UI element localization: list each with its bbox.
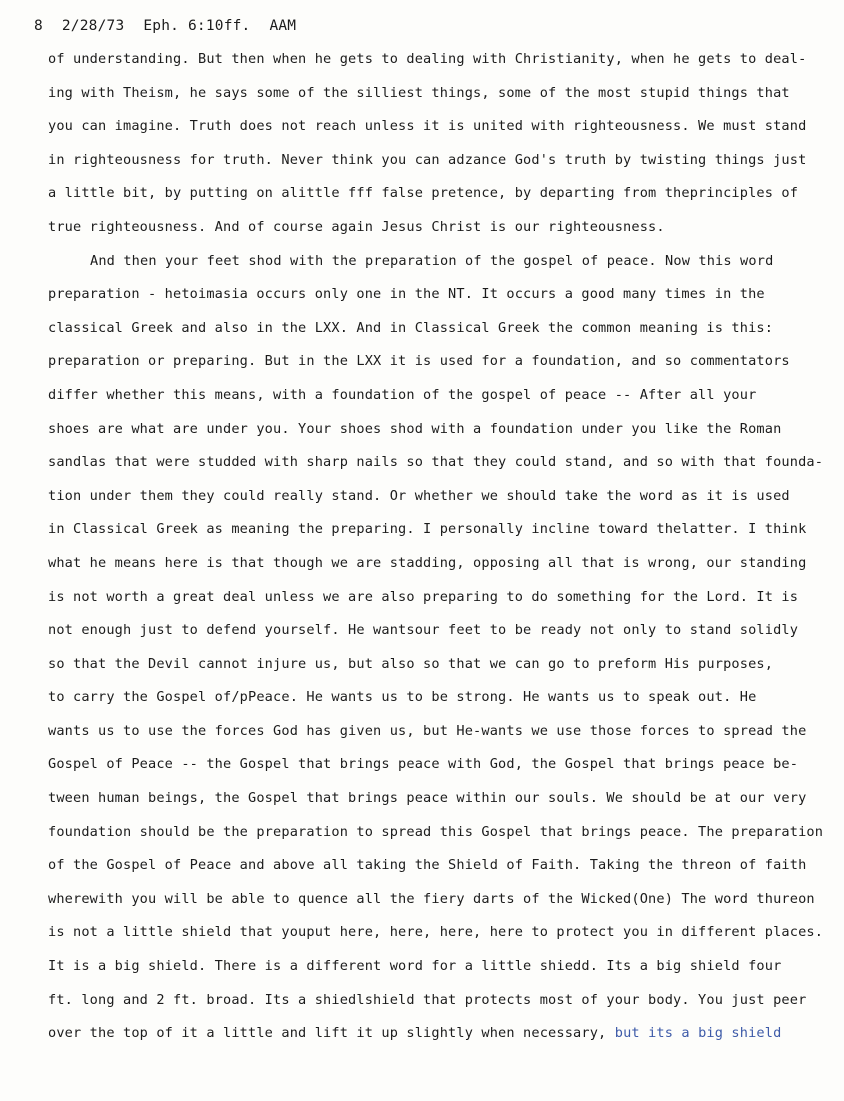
lecture-date: 2/28/73 bbox=[61, 18, 125, 34]
text-line: a little bit, by putting on alittle fff false pretence, by departing from theprinciples of bbox=[48, 185, 799, 202]
handwritten-addition: but its a big shield bbox=[614, 1025, 782, 1042]
author-initials: AAM bbox=[269, 18, 297, 34]
text-line: in righteousness for truth. Never think you can adzance God's truth by twisting things just bbox=[48, 151, 807, 168]
paragraph-start-line: And then your feet shod with the preparation of the gospel of peace. Now this word bbox=[90, 252, 774, 269]
transcript-body bbox=[48, 48, 838, 1056]
scripture-reference: Eph. 6:10ff. bbox=[143, 18, 251, 34]
text-line: is not worth a great deal unless we are also preparing to do something for the Lord. It is bbox=[48, 588, 799, 605]
text-line: ft. long and 2 ft. broad. Its a shiedlshield that protects most of your body. You just peer bbox=[48, 991, 807, 1008]
text-line: foundation should be the preparation to spread this Gospel that brings peace. The preparation bbox=[48, 823, 824, 840]
text-line: wherewith you will be able to quence all the fiery darts of the Wicked(One) The word thureon bbox=[48, 890, 815, 907]
page-number: 8 bbox=[34, 18, 43, 34]
text-line: ing with Theism, he says some of the silliest things, some of the most stupid things that bbox=[48, 84, 790, 101]
page-header bbox=[34, 18, 306, 34]
text-line: sandlas that were studded with sharp nails so that they could stand, and so with that founda- bbox=[48, 454, 824, 471]
text-line: preparation - hetoimasia occurs only one in the NT. It occurs a good many times in the bbox=[48, 286, 765, 303]
text-line: classical Greek and also in the LXX. And in Classical Greek the common meaning is this: bbox=[48, 319, 774, 336]
text-line: wants us to use the forces God has given us, but He-wants we use those forces to spread the bbox=[48, 722, 807, 739]
text-line: differ whether this means, with a foundation of the gospel of peace -- After all your bbox=[48, 386, 757, 403]
text-line: you can imagine. Truth does not reach unless it is united with righteousness. We must stand bbox=[48, 118, 807, 135]
typed-text: over the top of it a little and lift it up slightly when necessary, bbox=[48, 1025, 607, 1042]
text-line: in Classical Greek as meaning the preparing. I personally incline toward thelatter. I think bbox=[48, 521, 807, 538]
text-line: Gospel of Peace -- the Gospel that brings peace with God, the Gospel that brings peace be- bbox=[48, 756, 799, 773]
text-line: of the Gospel of Peace and above all taking the Shield of Faith. Taking the threon of faith bbox=[48, 857, 807, 874]
text-line: tween human beings, the Gospel that brings peace within our souls. We should be at our very bbox=[48, 790, 807, 807]
last-text-line bbox=[48, 1022, 838, 1056]
text-line: not enough just to defend yourself. He wantsour feet to be ready not only to stand solidly bbox=[48, 622, 799, 639]
text-line: of understanding. But then when he gets to dealing with Christianity, when he gets to deal- bbox=[48, 51, 807, 67]
text-line: so that the Devil cannot injure us, but also so that we can go to preform His purposes, bbox=[48, 655, 774, 672]
text-line: is not a little shield that youput here, here, here, here to protect you in different places. bbox=[48, 924, 824, 941]
text-line: It is a big shield. There is a different word for a little shiedd. Its a big shield four bbox=[48, 958, 782, 975]
text-line: true righteousness. And of course again Jesus Christ is our righteousness. bbox=[48, 218, 665, 235]
text-line: shoes are what are under you. Your shoes shod with a foundation under you like the Roman bbox=[48, 420, 782, 437]
text-line: to carry the Gospel of/pPeace. He wants us to be strong. He wants us to speak out. He bbox=[48, 689, 757, 706]
text-line: what he means here is that though we are stadding, opposing all that is wrong, our standing bbox=[48, 554, 807, 571]
text-line: preparation or preparing. But in the LXX it is used for a foundation, and so commentators bbox=[48, 353, 790, 370]
text-line: tion under them they could really stand. Or whether we should take the word as it is used bbox=[48, 487, 790, 504]
